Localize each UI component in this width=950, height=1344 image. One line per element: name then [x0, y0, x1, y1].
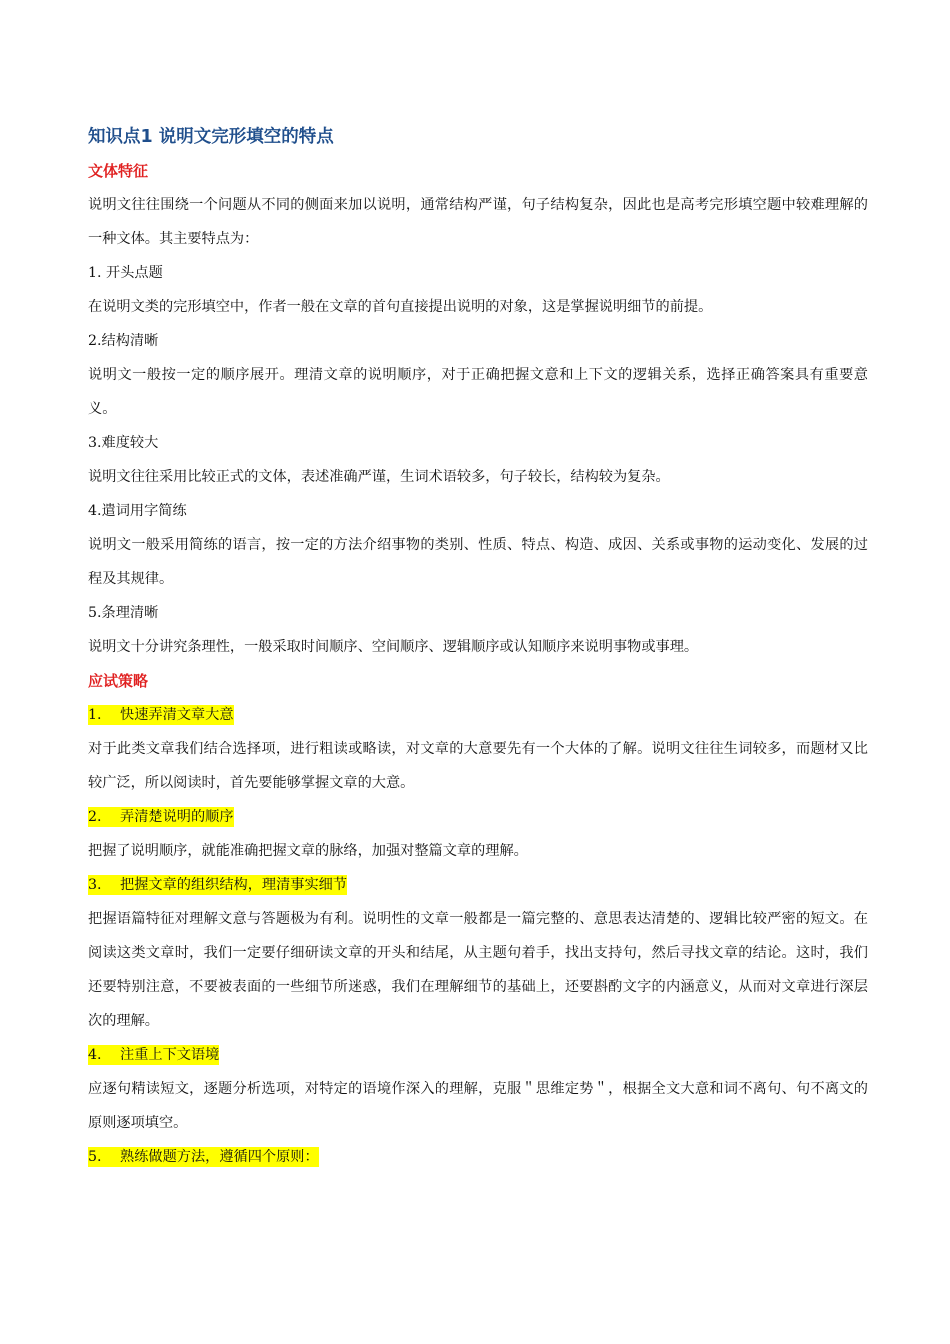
strategy-label: 快速弄清文章大意 — [120, 707, 234, 723]
strategy-number: 3. — [88, 877, 102, 893]
strategy-item-heading — [88, 698, 868, 732]
strategy-item-heading — [88, 1140, 868, 1174]
strategy-label: 熟练做题方法，遵循四个原则： — [120, 1149, 319, 1165]
strategy-label: 注重上下文语境 — [120, 1047, 220, 1063]
highlighted-label — [88, 875, 347, 895]
section-heading-strategy: 应试策略 — [88, 672, 149, 690]
feature-text: 说明文一般采用简练的语言，按一定的方法介绍事物的类别、性质、特点、构造、成因、关系或事物的运动变化、发展的过程及其规律。 — [88, 537, 868, 587]
section-heading-features: 文体特征 — [88, 162, 149, 180]
document-page — [88, 120, 868, 1174]
feature-text: 在说明文类的完形填空中，作者一般在文章的首句直接提出说明的对象，这是掌握说明细节的前提。 — [88, 299, 713, 315]
strategy-number: 1. — [88, 707, 102, 723]
strategy-item-heading — [88, 868, 868, 902]
feature-label: 4.遣词用字简练 — [88, 503, 187, 519]
feature-label: 3.难度较大 — [88, 435, 159, 451]
highlighted-label — [88, 1045, 219, 1065]
strategy-number: 5. — [88, 1149, 102, 1165]
feature-text: 说明文往往采用比较正式的文体，表述准确严谨，生词术语较多，句子较长，结构较为复杂。 — [88, 469, 670, 485]
features-intro: 说明文往往围绕一个问题从不同的侧面来加以说明，通常结构严谨，句子结构复杂，因此也是高考完形填空题中较难理解的一种文体。其主要特点为： — [88, 197, 868, 247]
highlighted-label — [88, 807, 234, 827]
strategy-label: 把握文章的组织结构，理清事实细节 — [120, 877, 348, 893]
feature-label: 2.结构清晰 — [88, 333, 159, 349]
strategy-text: 对于此类文章我们结合选择项，进行粗读或略读，对文章的大意要先有一个大体的了解。说明文往往生词较多，而题材又比较广泛，所以阅读时，首先要能够掌握文章的大意。 — [88, 741, 868, 791]
feature-text: 说明文十分讲究条理性，一般采取时间顺序、空间顺序、逻辑顺序或认知顺序来说明事物或事理。 — [88, 639, 699, 655]
strategy-label: 弄清楚说明的顺序 — [120, 809, 234, 825]
strategy-number: 2. — [88, 809, 102, 825]
feature-label: 1. 开头点题 — [88, 265, 163, 281]
page-title: 知识点1 说明文完形填空的特点 — [88, 127, 334, 147]
strategy-text: 把握了说明顺序，就能准确把握文章的脉络，加强对整篇文章的理解。 — [88, 843, 528, 859]
strategy-item-heading — [88, 800, 868, 834]
strategy-item-heading — [88, 1038, 868, 1072]
strategy-text: 应逐句精读短文，逐题分析选项，对特定的语境作深入的理解，克服＂思维定势＂，根据全文大意和词不离句、句不离文的原则逐项填空。 — [88, 1081, 868, 1131]
strategy-number: 4. — [88, 1047, 102, 1063]
highlighted-label — [88, 1147, 319, 1167]
feature-text: 说明文一般按一定的顺序展开。理清文章的说明顺序，对于正确把握文意和上下文的逻辑关系，选择正确答案具有重要意义。 — [88, 367, 868, 417]
highlighted-label — [88, 705, 234, 725]
strategy-text: 把握语篇特征对理解文意与答题极为有利。说明性的文章一般都是一篇完整的、意思表达清楚的、逻辑比较严密的短文。在阅读这类文章时，我们一定要仔细研读文章的开头和结尾，从主题句着手，找出支持句，然后寻找文章的结论。这时，我们还要特别注意，不要被表面的一些细节所迷惑，我们在理解细节的基础上，还要斟酌文字的内涵意义，从而对文章进行深层次的理解。 — [88, 911, 868, 1029]
feature-label: 5.条理清晰 — [88, 605, 159, 621]
